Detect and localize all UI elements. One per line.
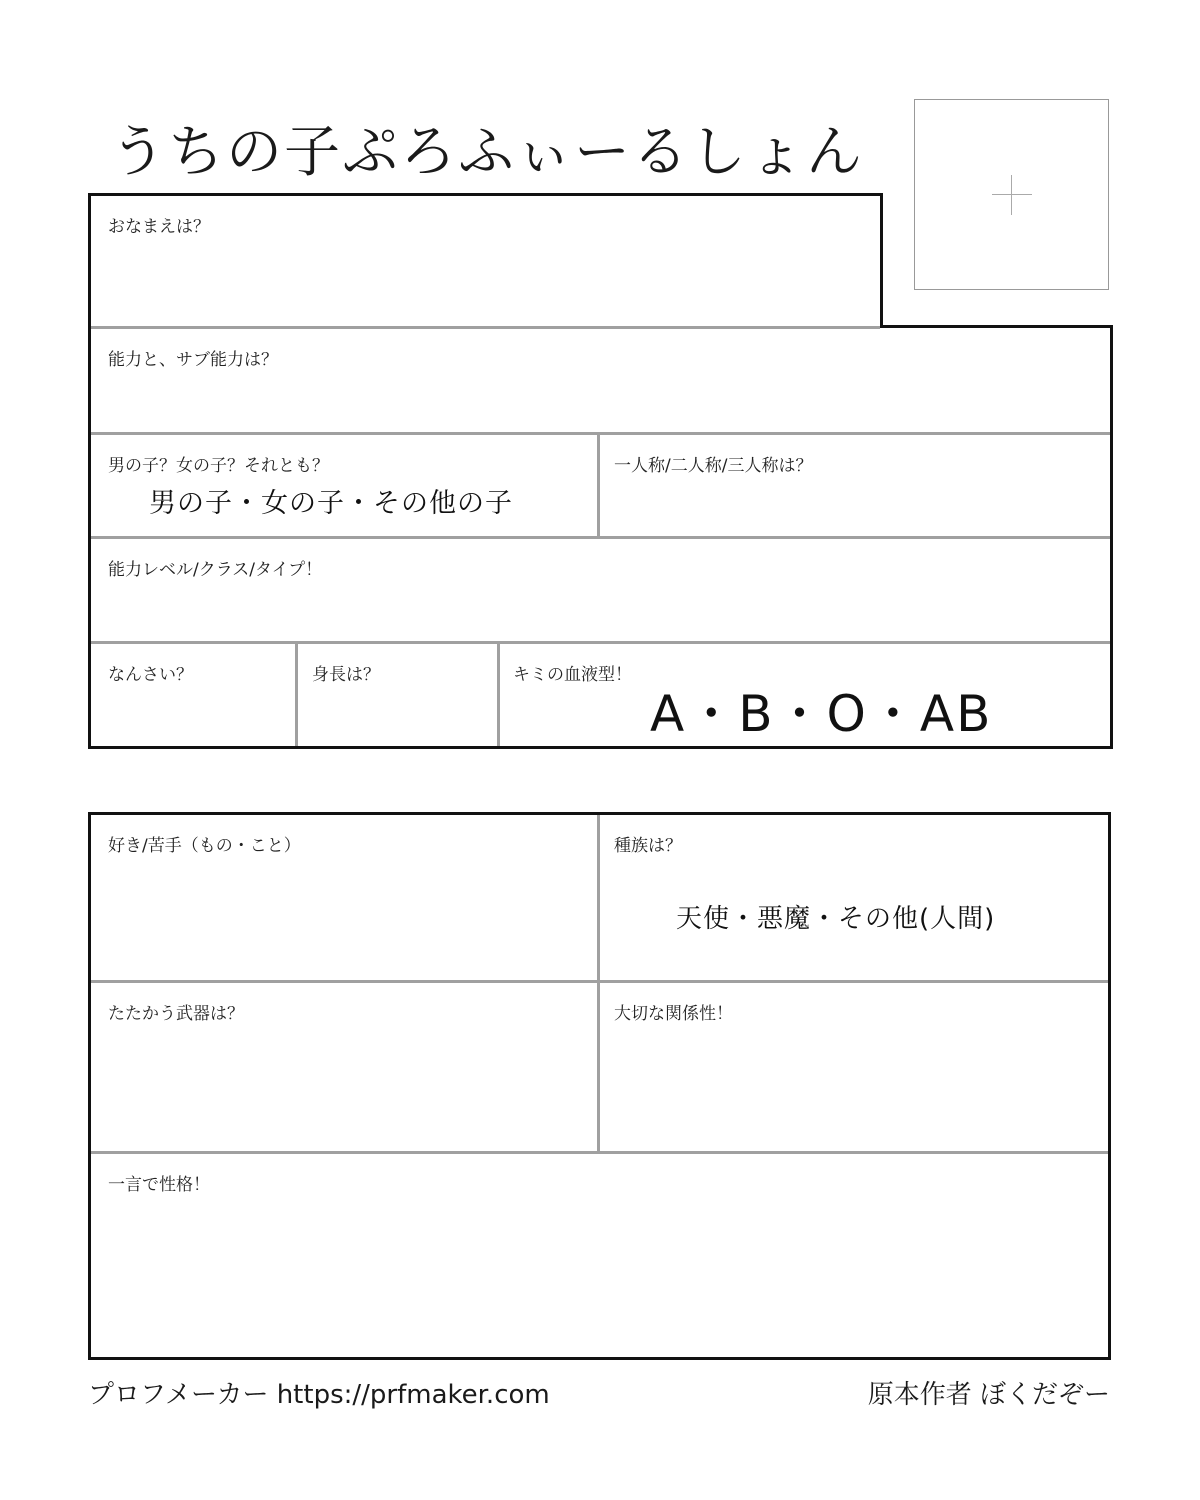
race-label: 種族は？: [614, 836, 682, 856]
personality-label: 一言で性格！: [108, 1175, 210, 1195]
relationship-field[interactable]: [600, 983, 1108, 1151]
blood-type-options: A・B・O・AB: [650, 685, 993, 743]
page-title: うちの子ぷろふぃーるしょん: [110, 120, 864, 185]
gender-options: 男の子・女の子・その他の子: [149, 488, 513, 519]
race-field[interactable]: [600, 815, 1108, 980]
level-field[interactable]: [91, 539, 1110, 641]
gender-label: 男の子？女の子？それとも？: [108, 456, 329, 476]
ability-field[interactable]: [91, 329, 1110, 432]
name-label: おなまえは？: [108, 217, 210, 237]
photo-upload-box[interactable]: [914, 99, 1109, 290]
relationship-label: 大切な関係性！: [614, 1004, 733, 1024]
likes-field[interactable]: [91, 815, 597, 980]
height-label: 身長は？: [312, 665, 380, 685]
age-label: なんさい？: [108, 665, 193, 685]
weapon-field[interactable]: [91, 983, 597, 1151]
age-field[interactable]: [91, 644, 295, 746]
blood-type-label: キミの血液型！: [513, 665, 632, 685]
personality-field[interactable]: [91, 1154, 1108, 1357]
weapon-label: たたかう武器は？: [108, 1004, 244, 1024]
plus-icon: [992, 175, 1032, 215]
pronoun-field[interactable]: [600, 435, 1110, 536]
footer-author-credit: 原本作者 ぼくだぞー: [867, 1380, 1110, 1410]
gender-field[interactable]: [91, 435, 597, 536]
footer-maker-credit[interactable]: プロフメーカー https://prfmaker.com: [88, 1380, 550, 1410]
likes-label: 好き/苦手（もの・こと）: [108, 836, 301, 856]
blood-type-field[interactable]: [500, 644, 1110, 746]
race-options: 天使・悪魔・その他(人間): [676, 904, 996, 934]
ability-label: 能力と、サブ能力は？: [108, 350, 278, 370]
pronoun-label: 一人称/二人称/三人称は？: [614, 456, 813, 476]
level-label: 能力レベル/クラス/タイプ！: [108, 560, 323, 580]
name-field[interactable]: [91, 196, 880, 326]
height-field[interactable]: [298, 644, 497, 746]
